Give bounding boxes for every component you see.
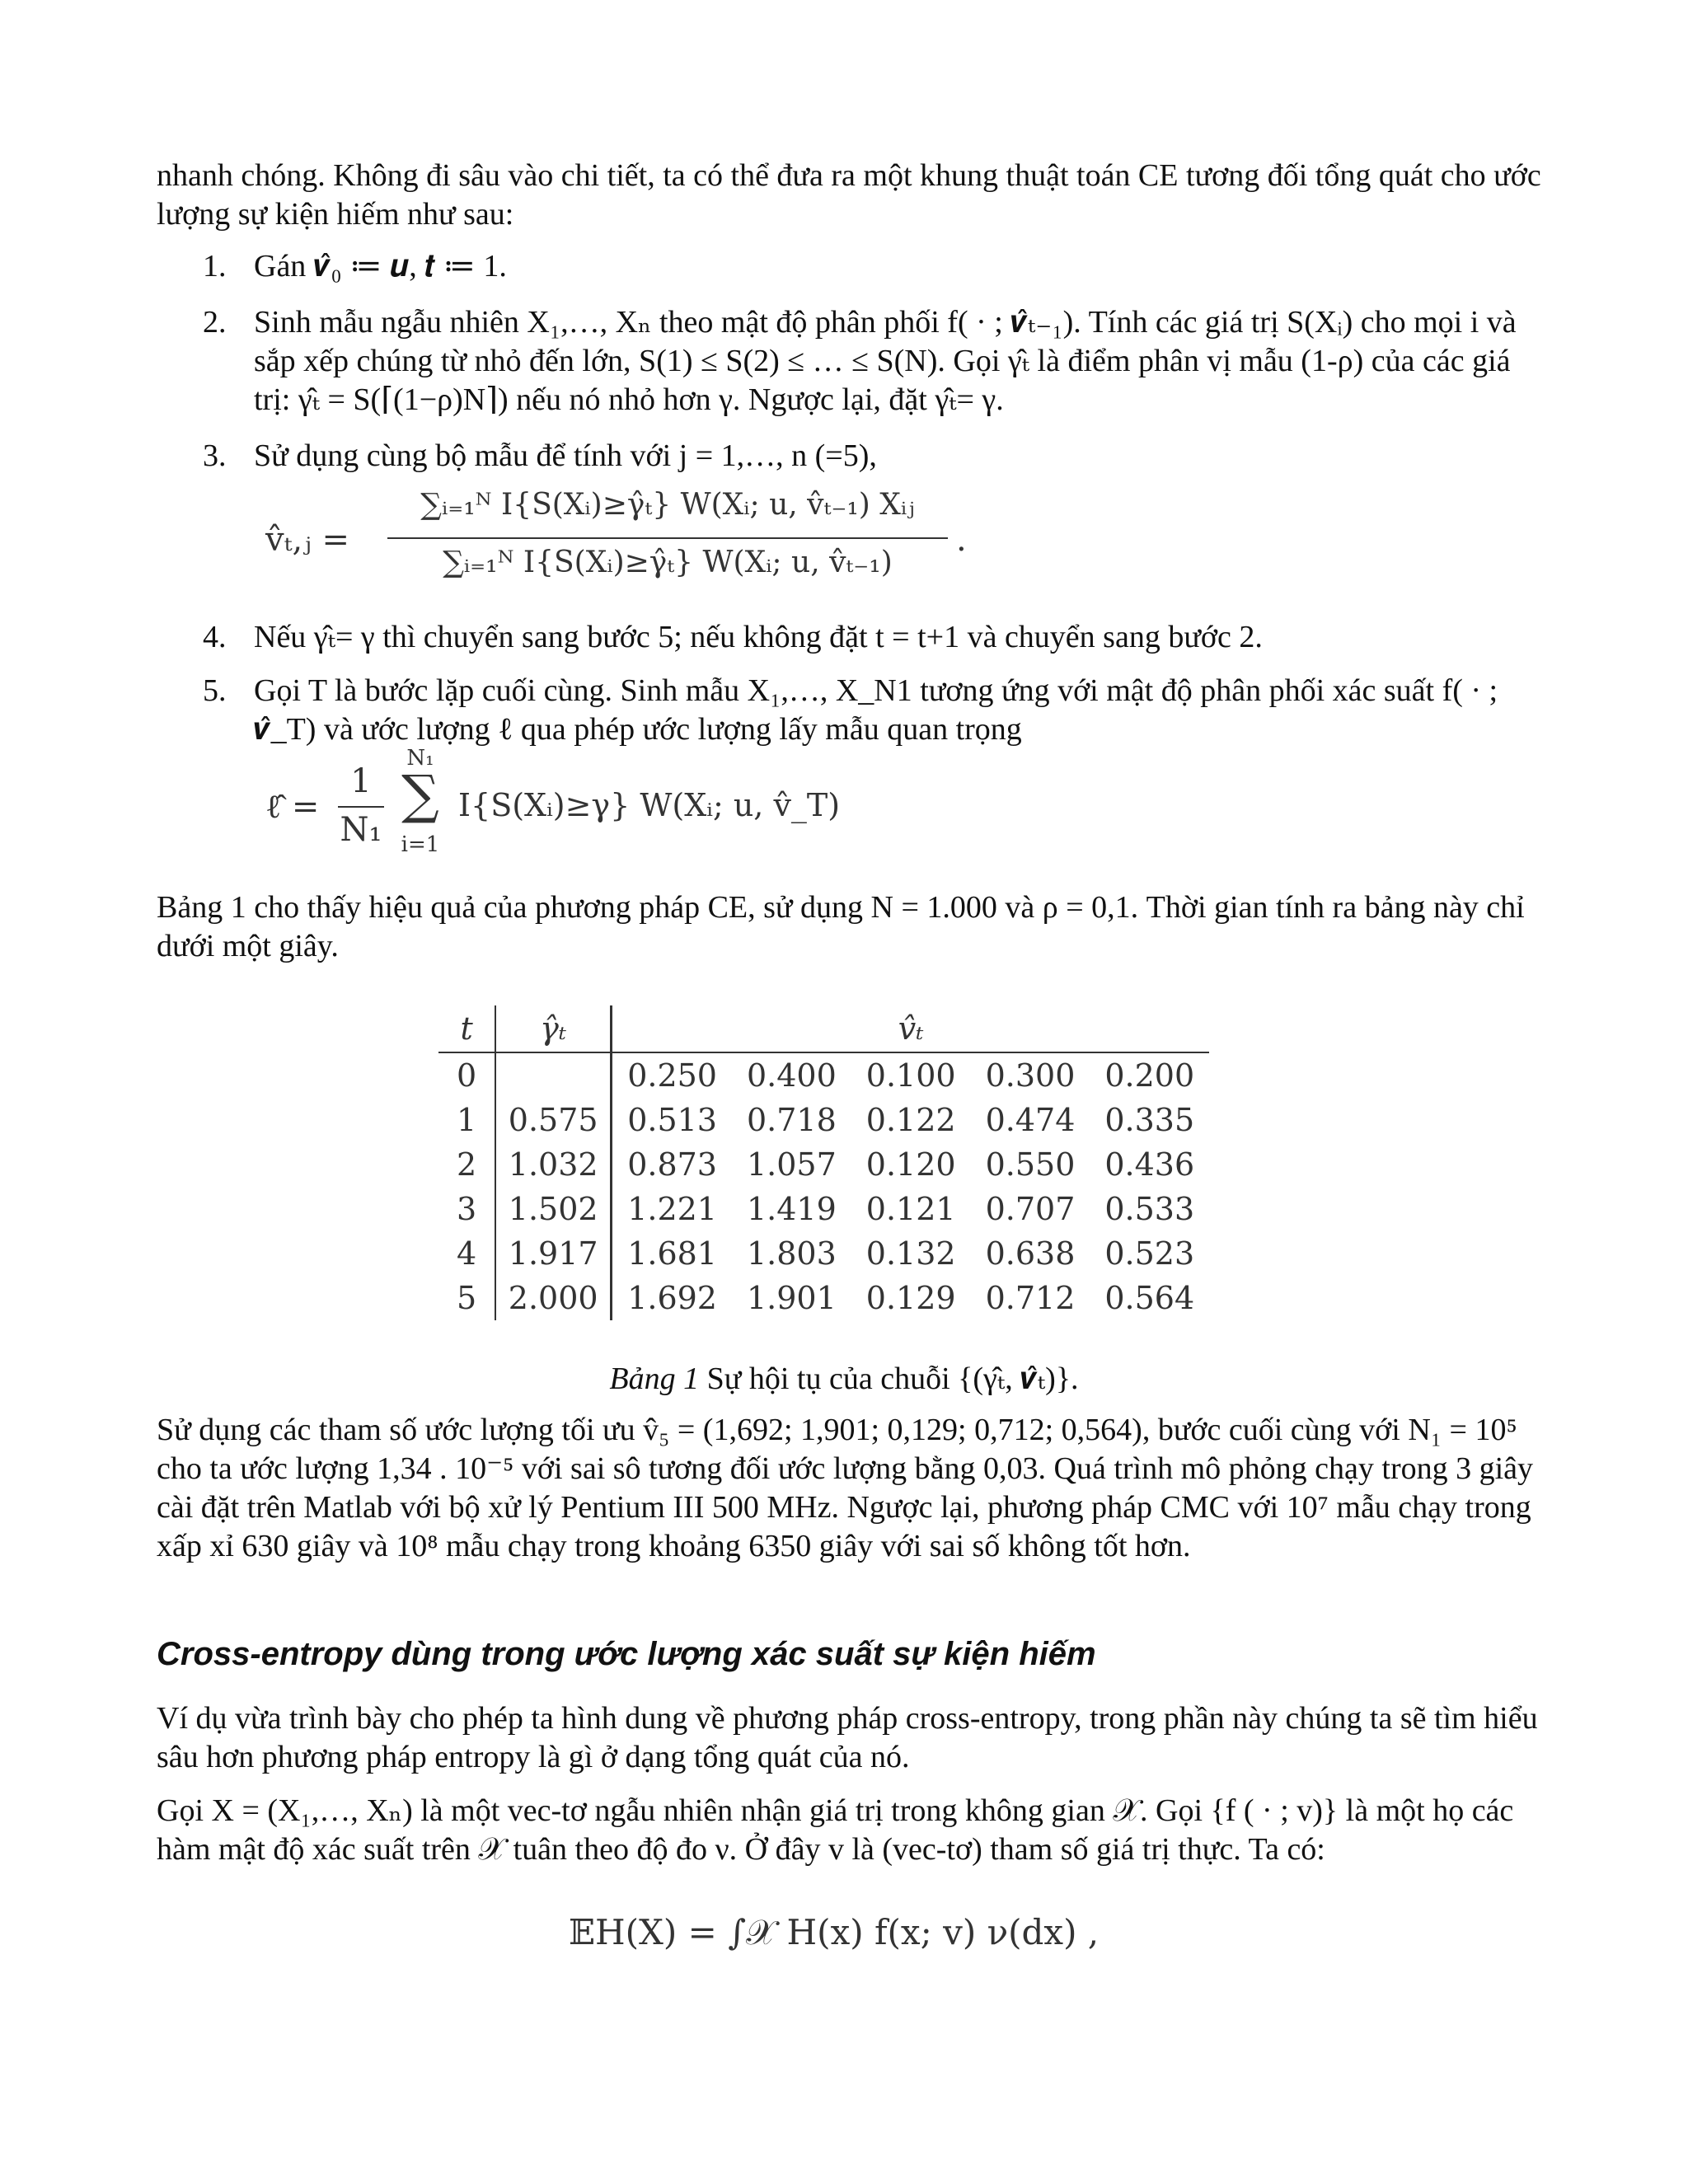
table-cell: 3 xyxy=(438,1187,495,1231)
table-cell: 0.100 xyxy=(865,1057,956,1094)
convergence-table xyxy=(438,1005,1209,1320)
table-cell: 1.681 xyxy=(627,1235,717,1272)
table-cell: 1.057 xyxy=(746,1146,837,1183)
table-cell: 0.873 xyxy=(627,1146,717,1183)
table-cell: 0.400 xyxy=(746,1057,837,1094)
step-text: Gán 𝒗̂₀ ≔ 𝒖, 𝒕 ≔ 1. xyxy=(254,249,507,284)
table-cell: 1.917 xyxy=(495,1231,612,1276)
intro-paragraph: nhanh chóng. Không đi sâu vào chi tiết, ta có thể đưa ra một khung thuật toán CE tương đối tổng quát cho ước lượng sự kiện hiếm như sau: xyxy=(157,158,1541,232)
table-cell: 0.250 xyxy=(627,1057,717,1094)
example-paragraph: Ví dụ vừa trình bày cho phép ta hình dung về phương pháp cross-entropy, trong phần này chúng ta sẽ tìm hiểu sâu hơn phương pháp entropy là gì ở dạng tổng quát của nó. xyxy=(157,1701,1538,1774)
formula-v-lhs: v̂ₜ,ⱼ = xyxy=(265,521,349,559)
step-number: 3. xyxy=(203,438,227,473)
fraction-bar xyxy=(338,806,384,808)
table-cell: 0.122 xyxy=(865,1102,956,1138)
table-cell: 0.474 xyxy=(985,1102,1076,1138)
table-cell: 1.419 xyxy=(746,1191,837,1227)
table-row xyxy=(438,1142,1209,1187)
table-cell: 0.718 xyxy=(746,1102,837,1138)
step-number: 5. xyxy=(203,673,227,708)
results-paragraph: Sử dụng các tham số ước lượng tối ưu v̂₅ = (1,692; 1,901; 0,129; 0,712; 0,564), bước cuối cùng với N₁ = 10⁵ cho ta ước lượng 1,34 . 10⁻⁵ với sai sô tương đối ước lượng bằng 0,03. Quá trình mô phỏng chạy trong 3 giây cài đặt trên Matlab với bộ xử lý Pentium III 500 MHz. Ngược lại, phương pháp CMC với 10⁷ mẫu chạy trong xấp xỉ 630 giây và 10⁸ mẫu chạy trong khoảng 6350 giây với sai số không tốt hơn. xyxy=(157,1413,1534,1563)
table-cell: 1.803 xyxy=(746,1235,837,1272)
step-text: Sử dụng cùng bộ mẫu để tính với j = 1,…, n (=5), xyxy=(254,438,877,473)
formula-l-frac-den: N₁ xyxy=(340,811,382,849)
formula-l-sum-bottom: i=1 xyxy=(401,832,440,857)
header-t: t xyxy=(438,1005,495,1052)
formula-expectation: 𝔼H(X) = ∫𝒳 H(x) f(x; v) ν(dx) , xyxy=(569,1912,1100,1952)
formula-l-sum-top: N₁ xyxy=(406,746,434,771)
table-cell: 0.200 xyxy=(1104,1057,1195,1094)
table-cell: 1.901 xyxy=(746,1280,837,1316)
table-cell: 2 xyxy=(438,1142,495,1187)
formula-l-lhs: ℓ̂ = xyxy=(265,788,320,826)
table-intro-paragraph: Bảng 1 cho thấy hiệu quả của phương pháp CE, sử dụng N = 1.000 và ρ = 0,1. Thời gian tính ra bảng này chỉ dưới một giây. xyxy=(157,890,1525,963)
formula-l-body: I{S(Xᵢ)≥γ} W(Xᵢ; u, v̂_T) xyxy=(458,787,841,823)
table-row xyxy=(438,1276,1209,1320)
header-v: v̂ₜ xyxy=(612,1005,1209,1052)
step-number: 4. xyxy=(203,620,227,654)
table-header-row xyxy=(438,1005,1209,1052)
formula-v-denominator: ∑ᵢ₌₁ᴺ I{S(Xᵢ)≥γ̂ₜ} W(Xᵢ; u, v̂ₜ₋₁) xyxy=(443,546,893,579)
table-cell: 0.335 xyxy=(1104,1102,1195,1138)
table-cell: 0.523 xyxy=(1104,1235,1195,1272)
fraction-bar xyxy=(387,537,948,539)
table-cell: 1.032 xyxy=(495,1142,612,1187)
step-text: Sinh mẫu ngẫu nhiên X₁,…, Xₙ theo mật độ phân phối f( · ; 𝒗̂ₜ₋₁). Tính các giá trị S(Xᵢ) cho mọi i và sắp xếp chúng từ nhỏ đến lớn, S(1) ≤ S(2) ≤ … ≤ S(N). Gọi γ̂ₜ là điểm phân vị mẫu (1-ρ) của các giá trị: γ̂ₜ = S(⌈(1−ρ)N⌉) nếu nó nhỏ hơn γ. Ngược lại, đặt γ̂ₜ= γ. xyxy=(254,305,1517,417)
formula-v-tail: . xyxy=(956,521,967,559)
table-cell: 1.692 xyxy=(627,1280,717,1316)
table-cell: 0.120 xyxy=(865,1146,956,1183)
table-cell: 0.533 xyxy=(1104,1191,1195,1227)
table-cell: 0.707 xyxy=(985,1191,1076,1227)
caption-label: Bảng 1 xyxy=(609,1361,700,1396)
header-gamma: γ̂ₜ xyxy=(495,1005,612,1052)
table-cell: 0.575 xyxy=(495,1098,612,1142)
step-text: Gọi T là bước lặp cuối cùng. Sinh mẫu X₁,…, X_N1 tương ứng với mật độ phân phối xác suất f( · ; 𝒗̂_T) và ước lượng ℓ qua phép ước lượng lấy mẫu quan trọng xyxy=(254,673,1498,747)
table-cell: 4 xyxy=(438,1231,495,1276)
table-row xyxy=(438,1187,1209,1231)
table-cell: 0.712 xyxy=(985,1280,1076,1316)
table-cell: 0.300 xyxy=(985,1057,1076,1094)
table-cell xyxy=(495,1052,612,1098)
table-cell: 0 xyxy=(438,1052,495,1098)
table-cell: 0.129 xyxy=(865,1280,956,1316)
caption-text: Sự hội tụ của chuỗi {(γ̂ₜ, 𝒗̂ₜ)}. xyxy=(699,1361,1079,1396)
table-cell: 1.221 xyxy=(627,1191,717,1227)
table-cell: 0.132 xyxy=(865,1235,956,1272)
table-cell: 2.000 xyxy=(495,1276,612,1320)
table-cell: 1.502 xyxy=(495,1187,612,1231)
table-cell: 0.436 xyxy=(1104,1146,1195,1183)
table-cell: 0.564 xyxy=(1104,1280,1195,1316)
table-row xyxy=(438,1052,1209,1098)
definition-paragraph: Gọi X = (X₁,…, Xₙ) là một vec-tơ ngẫu nhiên nhận giá trị trong không gian 𝒳. Gọi {f ( · ; v)} là một họ các hàm mật độ xác suất trên 𝒳 tuân theo độ đo ν. Ở đây v là (vec-tơ) tham số giá trị thực. Ta có: xyxy=(157,1793,1514,1867)
step-number: 1. xyxy=(203,249,227,284)
formula-l-sum-symbol: ∑ xyxy=(401,765,439,826)
table-cell: 0.638 xyxy=(985,1235,1076,1272)
formula-v-numerator: ∑ᵢ₌₁ᴺ I{S(Xᵢ)≥γ̂ₜ} W(Xᵢ; u, v̂ₜ₋₁) Xᵢⱼ xyxy=(420,488,915,522)
step-number: 2. xyxy=(203,305,227,340)
table-cell: 0.121 xyxy=(865,1191,956,1227)
table-row xyxy=(438,1231,1209,1276)
table-caption xyxy=(0,1360,1688,1397)
step-text: Nếu γ̂ₜ= γ thì chuyển sang bước 5; nếu không đặt t = t+1 và chuyển sang bước 2. xyxy=(254,620,1263,654)
table-row xyxy=(438,1098,1209,1142)
table-cell: 0.513 xyxy=(627,1102,717,1138)
section-heading: Cross-entropy dùng trong ước lượng xác suất sự kiện hiếm xyxy=(157,1636,1096,1672)
table-cell: 0.550 xyxy=(985,1146,1076,1183)
table-cell: 5 xyxy=(438,1276,495,1320)
table-cell: 1 xyxy=(438,1098,495,1142)
formula-l-frac-num: 1 xyxy=(350,762,372,800)
